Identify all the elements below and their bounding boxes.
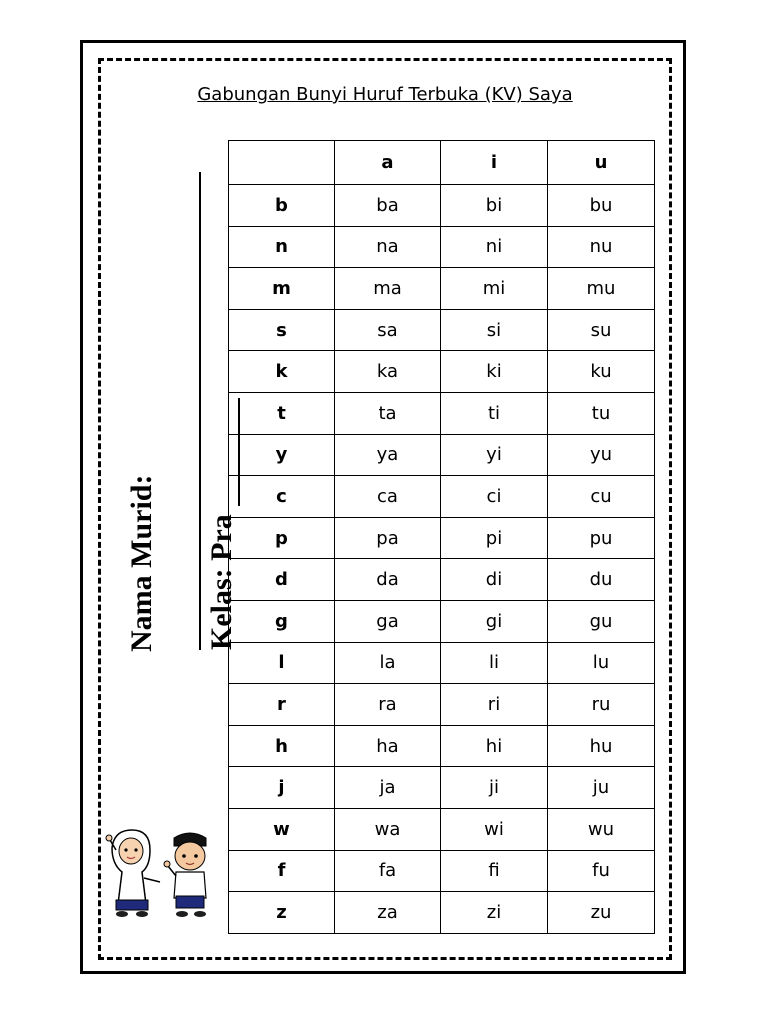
table-row — [229, 351, 655, 393]
syllable-cell: ni — [441, 226, 548, 268]
consonant-cell: j — [229, 767, 335, 809]
table-row — [229, 434, 655, 476]
table-row — [229, 767, 655, 809]
class-label: Kelas: Pra — [205, 514, 238, 650]
syllable-cell: wi — [441, 808, 548, 850]
syllable-table — [228, 140, 655, 934]
consonant-cell: r — [229, 684, 335, 726]
syllable-cell: ri — [441, 684, 548, 726]
syllable-cell: bi — [441, 185, 548, 227]
syllable-cell: su — [548, 309, 655, 351]
syllable-cell: pa — [335, 517, 441, 559]
table-row — [229, 808, 655, 850]
consonant-cell: y — [229, 434, 335, 476]
syllable-cell: ki — [441, 351, 548, 393]
syllable-cell: lu — [548, 642, 655, 684]
consonant-cell: w — [229, 808, 335, 850]
syllable-cell: nu — [548, 226, 655, 268]
worksheet-title: Gabungan Bunyi Huruf Terbuka (KV) Saya — [197, 84, 573, 105]
syllable-cell: sa — [335, 309, 441, 351]
table-row — [229, 684, 655, 726]
syllable-cell: tu — [548, 392, 655, 434]
syllable-cell: fu — [548, 850, 655, 892]
syllable-cell: za — [335, 892, 441, 934]
header-corner-cell — [229, 141, 335, 185]
name-write-line — [199, 172, 201, 650]
syllable-cell: ja — [335, 767, 441, 809]
table-header-row — [229, 141, 655, 185]
syllable-cell: du — [548, 559, 655, 601]
syllable-cell: wu — [548, 808, 655, 850]
syllable-cell: ci — [441, 476, 548, 518]
table-row — [229, 268, 655, 310]
table-row — [229, 850, 655, 892]
table-row — [229, 309, 655, 351]
vowel-header-cell: a — [335, 141, 441, 185]
consonant-cell: p — [229, 517, 335, 559]
syllable-cell: wa — [335, 808, 441, 850]
syllable-cell: na — [335, 226, 441, 268]
syllable-cell: da — [335, 559, 441, 601]
syllable-cell: di — [441, 559, 548, 601]
consonant-cell: k — [229, 351, 335, 393]
syllable-cell: mi — [441, 268, 548, 310]
table-row — [229, 226, 655, 268]
syllable-cell: ju — [548, 767, 655, 809]
syllable-cell: yu — [548, 434, 655, 476]
syllable-cell: pu — [548, 517, 655, 559]
syllable-cell: gi — [441, 600, 548, 642]
syllable-cell: ra — [335, 684, 441, 726]
boy-figure-icon — [164, 833, 206, 917]
vowel-header-cell: u — [548, 141, 655, 185]
syllable-cell: ya — [335, 434, 441, 476]
syllable-cell: ma — [335, 268, 441, 310]
consonant-cell: d — [229, 559, 335, 601]
syllable-cell: ba — [335, 185, 441, 227]
syllable-cell: bu — [548, 185, 655, 227]
syllable-cell: gu — [548, 600, 655, 642]
consonant-cell: g — [229, 600, 335, 642]
consonant-cell: n — [229, 226, 335, 268]
syllable-cell: hu — [548, 725, 655, 767]
consonant-cell: h — [229, 725, 335, 767]
consonant-cell: l — [229, 642, 335, 684]
consonant-cell: s — [229, 309, 335, 351]
table-row — [229, 185, 655, 227]
syllable-cell: si — [441, 309, 548, 351]
table-row — [229, 600, 655, 642]
vowel-header-cell: i — [441, 141, 548, 185]
consonant-cell: c — [229, 476, 335, 518]
consonant-cell: t — [229, 392, 335, 434]
table-row — [229, 725, 655, 767]
table-row — [229, 476, 655, 518]
two-children-cartoon-icon — [104, 826, 216, 920]
syllable-cell: ta — [335, 392, 441, 434]
table-row — [229, 517, 655, 559]
consonant-cell: z — [229, 892, 335, 934]
syllable-cell: cu — [548, 476, 655, 518]
table-row — [229, 559, 655, 601]
syllable-cell: ku — [548, 351, 655, 393]
syllable-cell: fi — [441, 850, 548, 892]
syllable-cell: ti — [441, 392, 548, 434]
syllable-cell: ha — [335, 725, 441, 767]
syllable-cell: la — [335, 642, 441, 684]
girl-figure-icon — [106, 830, 160, 917]
syllable-cell: ga — [335, 600, 441, 642]
table-row — [229, 642, 655, 684]
syllable-cell: mu — [548, 268, 655, 310]
consonant-cell: f — [229, 850, 335, 892]
student-name-label: Nama Murid: — [125, 474, 158, 652]
syllable-cell: ru — [548, 684, 655, 726]
syllable-cell: ka — [335, 351, 441, 393]
syllable-cell: zu — [548, 892, 655, 934]
syllable-cell: pi — [441, 517, 548, 559]
consonant-cell: m — [229, 268, 335, 310]
syllable-cell: li — [441, 642, 548, 684]
syllable-cell: zi — [441, 892, 548, 934]
syllable-cell: ji — [441, 767, 548, 809]
consonant-cell: b — [229, 185, 335, 227]
syllable-cell: fa — [335, 850, 441, 892]
syllable-cell: ca — [335, 476, 441, 518]
table-row — [229, 892, 655, 934]
table-row — [229, 392, 655, 434]
syllable-cell: yi — [441, 434, 548, 476]
syllable-cell: hi — [441, 725, 548, 767]
